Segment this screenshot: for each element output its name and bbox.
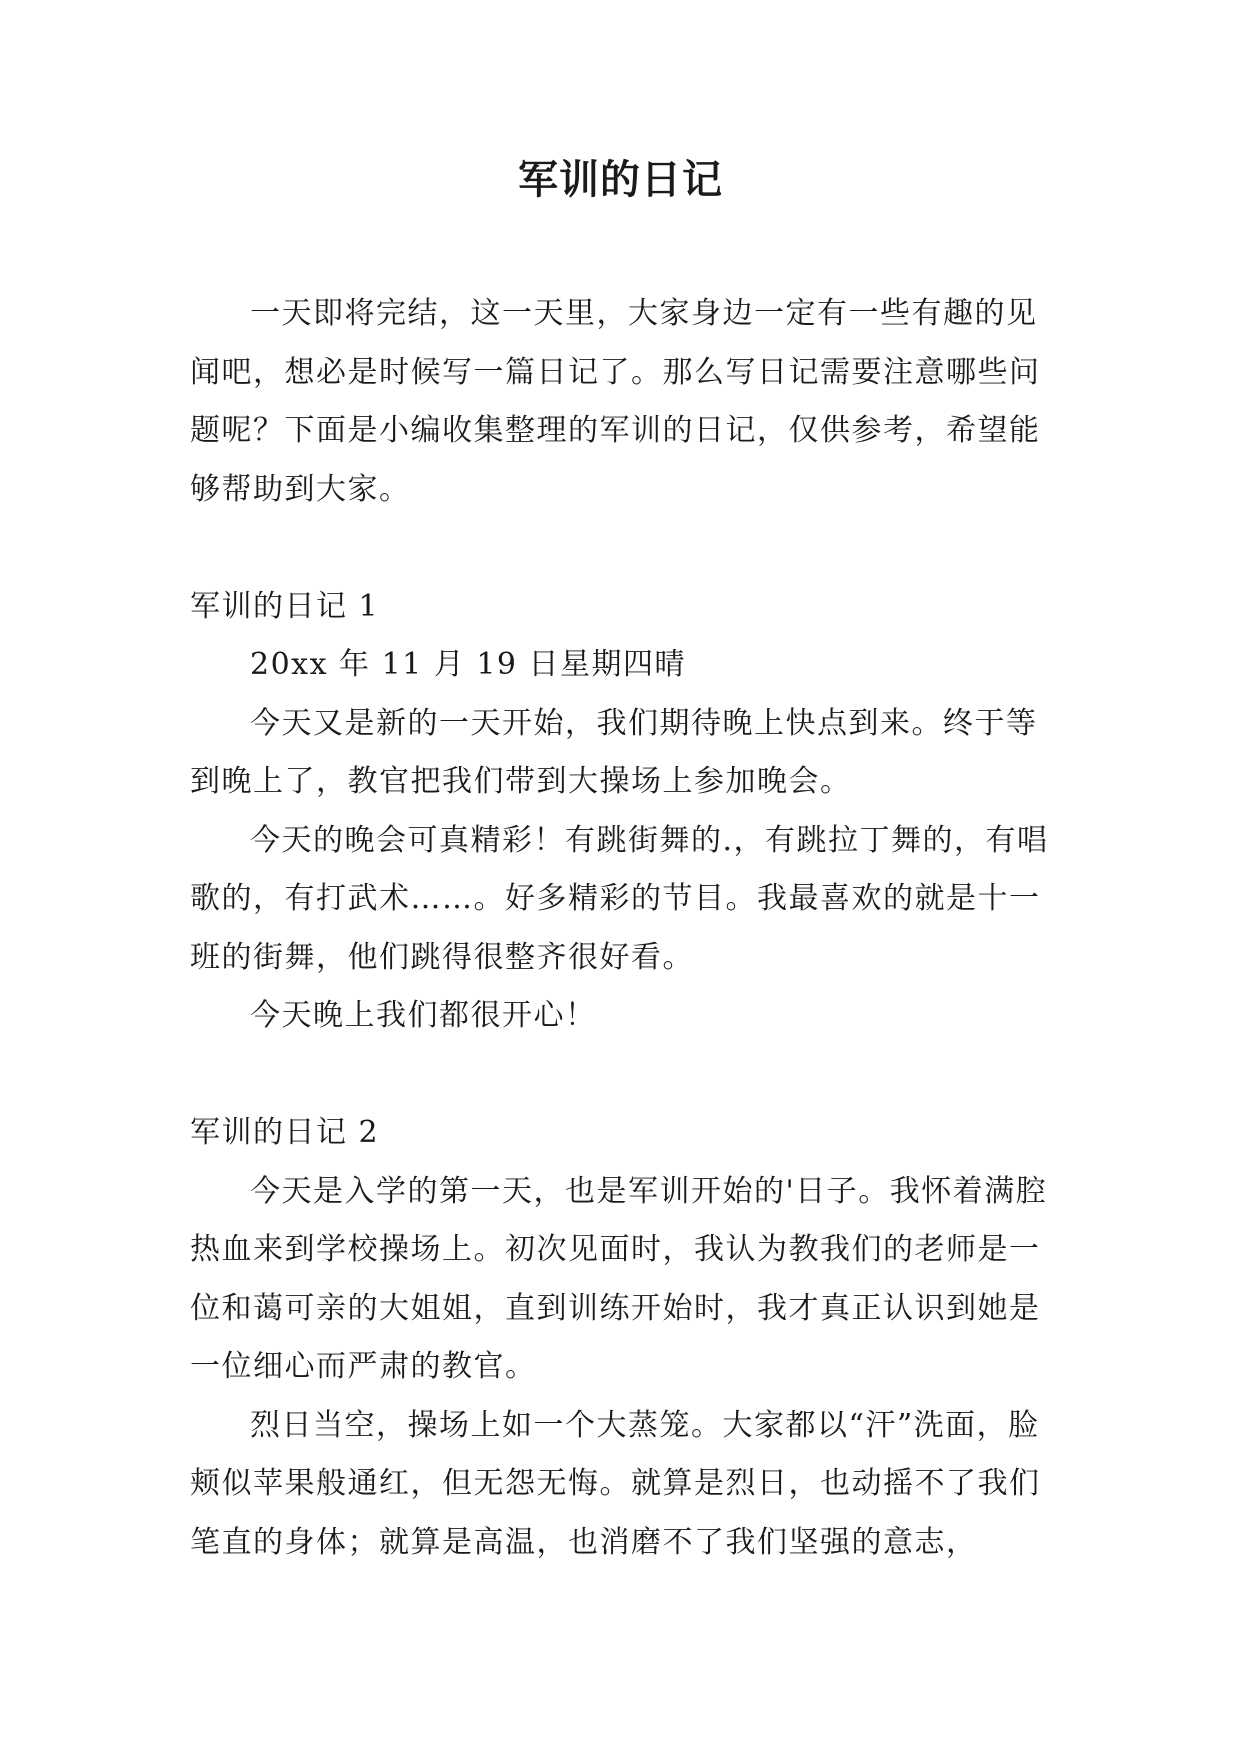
intro-paragraph: 一天即将完结，这一天里，大家身边一定有一些有趣的见闻吧，想必是时候写一篇日记了。那么写日记需要注意哪些问题呢？下面是小编收集整理的军训的日记，仅供参考，希望能够帮助到大家。 — [190, 296, 1041, 507]
section-spacer — [190, 519, 1060, 578]
section-spacer — [190, 1046, 1060, 1105]
section-1-paragraph-2: 今天又是新的一天开始，我们期待晚上快点到来。终于等到晚上了，教官把我们带到大操场上参加晚会。 — [190, 705, 1038, 799]
section-2-paragraph-1: 今天是入学的第一天，也是军训开始的'日子。我怀着满腔热血来到学校操场上。初次见面时，我认为教我们的老师是一位和蔼可亲的大姐姐，直到训练开始时，我才真正认识到她是一位细心而严肃的教官。 — [190, 1173, 1048, 1384]
section-heading-1: 军训的日记 1 — [190, 588, 380, 624]
document-body — [190, 285, 1060, 1572]
section-2-paragraph-2: 烈日当空，操场上如一个大蒸笼。大家都以“汗”洗面，脸颊似苹果般通红，但无怨无悔。就算是烈日，也动摇不了我们笔直的身体；就算是高温，也消磨不了我们坚强的意志， — [190, 1407, 1041, 1560]
document-title: 军训的日记 — [518, 157, 723, 203]
diary-date-line: 20xx 年 11 月 19 日星期四晴 — [250, 647, 687, 682]
section-1-paragraph-4: 今天晚上我们都很开心！ — [250, 998, 597, 1033]
section-heading-2: 军训的日记 2 — [190, 1115, 380, 1150]
section-1-paragraph-3: 今天的晚会可真精彩！有跳街舞的.，有跳拉丁舞的，有唱歌的，有打武术……。好多精彩的节目。我最喜欢的就是十一班的街舞，他们跳得很整齐很好看。 — [190, 822, 1049, 975]
